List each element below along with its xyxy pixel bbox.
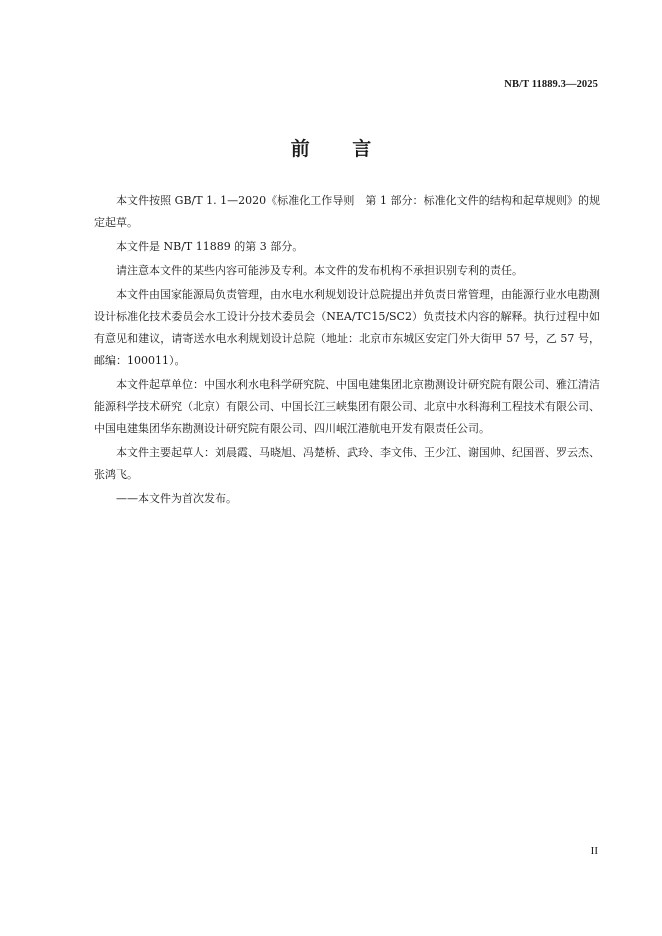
paragraph-drafting-rules: 本文件按照 GB/T 1. 1—2020《标准化工作导则 第 1 部分：标准化文件的结构和起草规则》的规定起草。 (94, 194, 600, 229)
foreword-body (94, 190, 600, 512)
page-title: 前 言 (290, 138, 390, 160)
paragraph-first-release: ——本文件为首次发布。 (116, 492, 237, 505)
paragraph-management: 本文件由国家能源局负责管理，由水电水利规划设计总院提出并负责日常管理，由能源行业水电勘测设计标准化技术委员会水工设计分技术委员会（NEA/TC15/SC2）负责技术内容的解释。执行过程中如有意见和建议，请寄送水电水利规划设计总院（地址：北京市东城区安定门外大街甲 57 号，乙 57 号，邮编：100011）。 (94, 288, 600, 367)
paragraph-part-number: 本文件是 NB/T 11889 的第 3 部分。 (116, 240, 304, 253)
page-number: II (590, 845, 598, 857)
paragraph-drafters: 本文件主要起草人：刘晨霞、马晓旭、冯楚桥、武玲、李文伟、王少江、谢国帅、纪国晋、罗云杰、张鸿飞。 (94, 446, 600, 481)
paragraph-drafting-units: 本文件起草单位：中国水利水电科学研究院、中国电建集团北京勘测设计研究院有限公司、雅江清洁能源科学技术研究（北京）有限公司、中国长江三峡集团有限公司、北京中水科海利工程技术有限公司、中国电建集团华东勘测设计研究院有限公司、四川岷江港航电开发有限责任公司。 (94, 378, 600, 435)
paragraph-patent-notice: 请注意本文件的某些内容可能涉及专利。本文件的发布机构不承担识别专利的责任。 (116, 264, 523, 277)
document-number: NB/T 11889.3—2025 (504, 79, 598, 90)
